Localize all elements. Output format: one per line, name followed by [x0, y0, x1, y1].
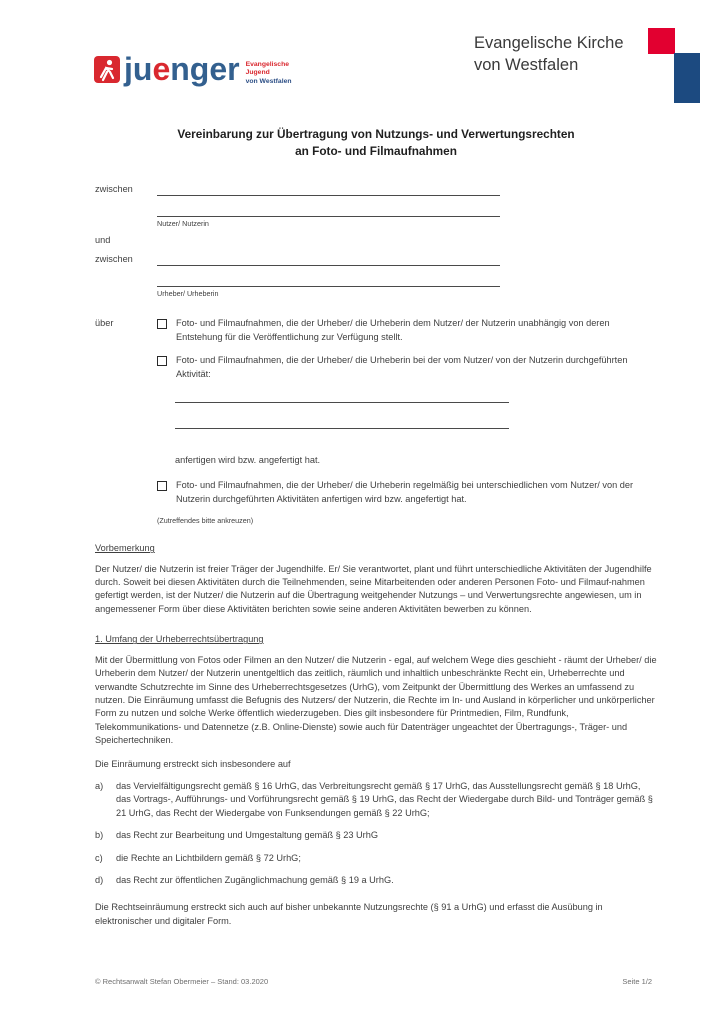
checkbox-option-3[interactable] [157, 481, 167, 491]
page-footer [95, 977, 652, 986]
list-item-c-label: c) [95, 852, 103, 863]
footer-page-number: Seite 1/2 [622, 977, 652, 986]
list-item-a-label: a) [95, 780, 104, 791]
list-item-c [95, 852, 657, 865]
urheber-field-caption: Urheber/ Urheberin [157, 289, 219, 299]
ekvw-wordmark: Evangelische Kirche von Westfalen [474, 34, 624, 74]
page-title: Vereinbarung zur Übertragung von Nutzungs- und Verwertungsrechten an Foto- und Filmaufnahmen [177, 127, 575, 158]
between-label-1: zwischen [95, 183, 133, 194]
checkbox-option-1[interactable] [157, 319, 167, 329]
section1-list-intro: Die Einräumung erstreckt sich insbesondere auf [95, 758, 291, 769]
section1-closing-paragraph: Die Rechtseinräumung erstreckt sich auch auf bisher unbekannte Nutzungsrechte (§ 91 a UrhG) und erfasst die Ausübung in elektronischer und digitaler Form. [95, 902, 603, 926]
urheber-name-field-line2[interactable] [157, 273, 500, 287]
and-label: und [95, 235, 111, 245]
juenger-figure-icon [94, 56, 120, 83]
ekvw-red-square-icon [648, 28, 675, 54]
scope-suffix-text: anfertigen wird bzw. angefertigt hat. [175, 455, 321, 466]
scope-option-2-text: Foto- und Filmaufnahmen, die der Urheber/ die Urheberin bei der vom Nutzer/ von der Nutzerin durchgeführten Aktivität: [176, 355, 628, 379]
scope-option-3 [157, 479, 657, 506]
nutzer-name-field-line2[interactable] [157, 203, 500, 217]
section1-heading: 1. Umfang der Urheberrechtsübertragung [95, 634, 264, 645]
scope-option-2 [157, 354, 657, 381]
urheber-name-field-line1[interactable] [157, 252, 500, 266]
list-item-c-text: die Rechte an Lichtbildern gemäß § 72 UrhG; [116, 852, 301, 863]
vorbemerkung-heading: Vorbemerkung [95, 543, 155, 554]
nutzer-field-caption: Nutzer/ Nutzerin [157, 219, 209, 228]
scope-option-1 [157, 317, 657, 344]
juenger-wordmark: juenger [124, 51, 240, 87]
checkbox-option-2[interactable] [157, 356, 167, 366]
list-item-b [95, 829, 657, 842]
list-item-b-text: das Recht zur Bearbeitung und Umgestaltung gemäß § 23 UrhG [116, 830, 378, 841]
activity-fields [175, 402, 657, 429]
activity-field-line1[interactable] [175, 402, 509, 403]
activity-field-line2[interactable] [175, 428, 509, 429]
list-item-d [95, 874, 657, 887]
document-content [95, 126, 657, 928]
nutzer-name-field-line1[interactable] [157, 182, 500, 196]
ueber-label: über [95, 318, 114, 329]
juenger-tagline: Evangelische Jugend von Westfalen [245, 61, 292, 85]
vorbemerkung-paragraph: Der Nutzer/ die Nutzerin ist freier Träger der Jugendhilfe. Er/ Sie verantwortet, plant und führt unterschiedliche Aktivitäten der Jugendhilfe durch. Soweit bei diesen Aktivitäten durch die Teilnehmenden, seine Mitarbeitenden oder anderen Personen Foto- und Filmauf-nahmen gefertigt werden, ist der Nutzer/ die Nutzerin auf die Übertragung weitgehender Nutzungs – und Verwertungsrechte angewiesen, um in angemessener Form über diese Aktivitäten berichten sowie seine anderen Aktivitäten bewerben zu können. [95, 563, 652, 614]
ekvw-blue-square-icon [674, 53, 700, 103]
footer-copyright: © Rechtsanwalt Stefan Obermeier – Stand: 03.2020 [95, 977, 269, 986]
list-item-d-text: das Recht zur öffentlichen Zugänglichmachung gemäß § 19 a UrhG. [116, 874, 394, 885]
parties-section [95, 182, 657, 298]
section1-paragraph: Mit der Übermittlung von Fotos oder Filmen an den Nutzer/ die Nutzerin - egal, auf welchem Wege dies geschieht - räumt der Urheber/ die Urheberin dem Nutzer/ der Nutzerin unentgeltlich das zeitlich, räumlich und inhaltlich unbeschränkte Recht ein, Urheberrechte und verwandte Schutzrechte im Sinne des Urheberrechtsgesetzes (UrhG), vom Zeitpunkt der Übermittlung des Werkes an umfassend zu nutzen. Die Einräumung umfasst die Befugnis des Nutzers/ der Nutzerin, die Rechte im In- und Ausland in körperlicher und unkörperlicher Form zu nutzen und solche Werke öffentlich wiederzugeben. Dies gilt insbesondere für Printmedien, Film, Rundfunk, Telekommunikations- und Datennetze (z.B. Online-Dienste) sowie auch für Datenträger ungeachtet der Übertragungs-, Träger- und Speichertechniken. [95, 654, 657, 746]
juenger-logo [94, 52, 292, 86]
check-note: (Zutreffendes bitte ankreuzen) [157, 516, 254, 526]
scope-option-3-text: Foto- und Filmaufnahmen, die der Urheber/ die Urheberin regelmäßig bei unterschiedlichen vom Nutzer/ von der Nutzerin durchgeführten Aktivitäten anfertigen wird bzw. angefertigt hat. [176, 480, 634, 504]
scope-option-1-text: Foto- und Filmaufnahmen, die der Urheber/ die Urheberin dem Nutzer/ der Nutzerin unabhängig von deren Entstehung für die Veröffentlichung zur Verfügung stellt. [176, 318, 610, 342]
list-item-a [95, 780, 657, 820]
scope-section [95, 317, 657, 525]
list-item-d-label: d) [95, 874, 104, 885]
between-label-2: zwischen [95, 254, 133, 264]
list-item-a-text: das Vervielfältigungsrecht gemäß § 16 UrhG, das Verbreitungsrecht gemäß § 17 UrhG, das Ausstellungsrecht gemäß § 18 UrhG, das Vortrags-, Aufführungs- und Vorführungsrecht gemäß § 19 UrhG, das Recht der Wiedergabe durch Bild- und Tonträger gemäß § 21 UrhG, das Recht der Wiedergabe von Funksendungen gemäß § 22 UrhG; [116, 780, 653, 818]
list-item-b-label: b) [95, 830, 104, 841]
